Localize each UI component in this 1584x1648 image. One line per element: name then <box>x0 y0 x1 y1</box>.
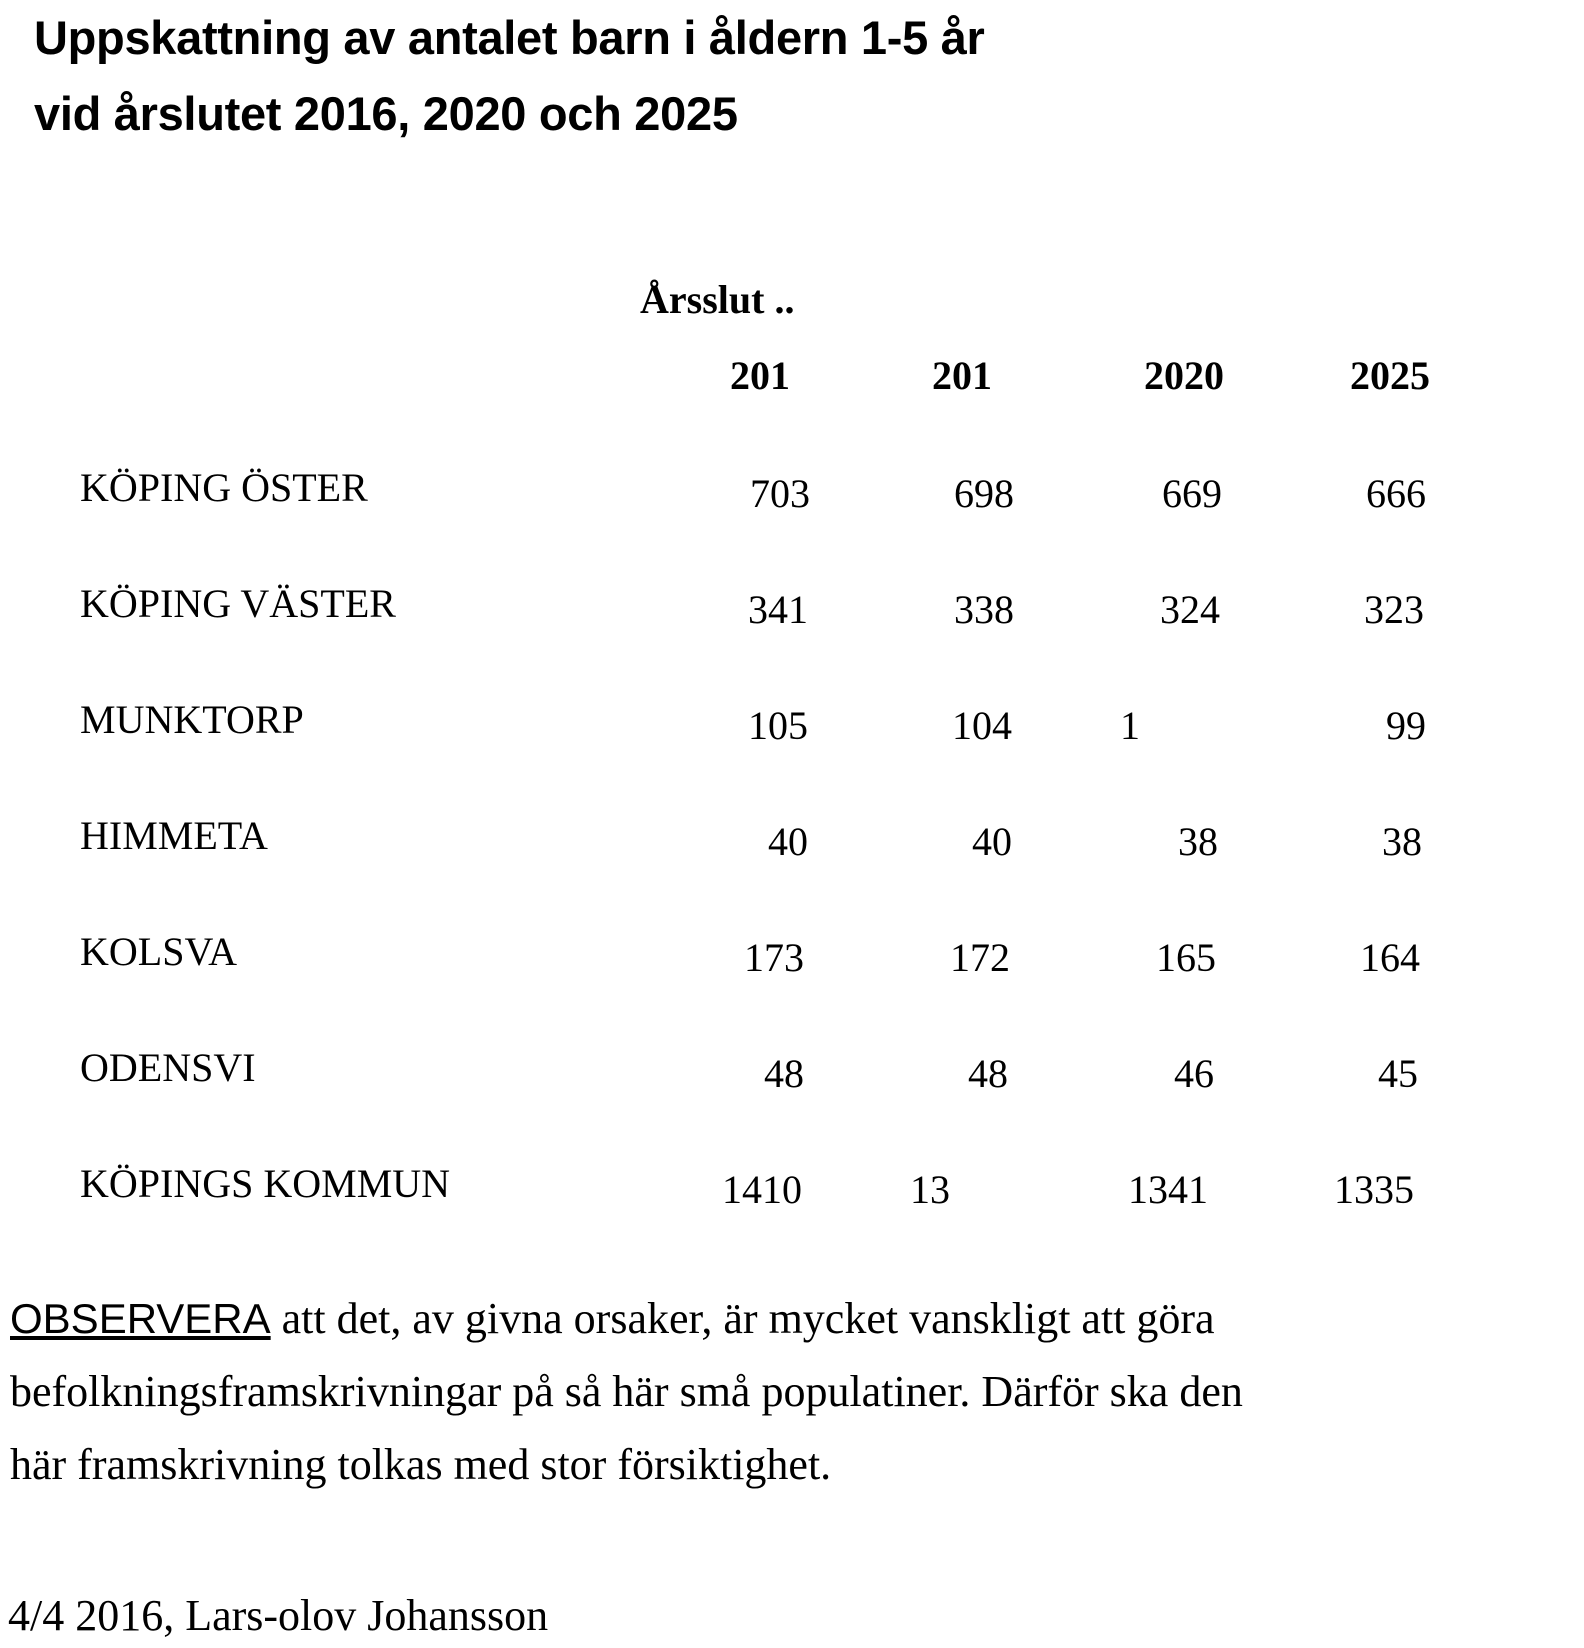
table-cell: 323 <box>1364 587 1424 632</box>
table-cell: 48 <box>764 1051 804 1096</box>
table-cell: 105 <box>748 703 808 748</box>
table-cell: 104 <box>952 703 1012 748</box>
signature-line: 4/4 2016, Lars-olov Johansson <box>8 1591 549 1640</box>
column-header-2: 201 <box>932 353 992 398</box>
document-title <box>34 0 985 152</box>
table-cell: 338 <box>954 587 1014 632</box>
table-cell: 172 <box>950 935 1010 980</box>
title-line-2: vid årslutet 2016, 2020 och 2025 <box>34 87 738 140</box>
table-cell: 703 <box>750 471 810 516</box>
row-label-munktorp: MUNKTORP <box>80 697 304 742</box>
column-header-4: 2025 <box>1350 353 1430 398</box>
row-label-kopingoster: KÖPING ÖSTER <box>80 465 368 510</box>
row-label-kolsva: KOLSVA <box>80 929 238 974</box>
table-cell: 99 <box>1386 703 1426 748</box>
column-header-1: 201 <box>730 353 790 398</box>
table-cell: 341 <box>748 587 808 632</box>
table-cell: 13 <box>910 1167 950 1212</box>
column-header-3: 2020 <box>1144 353 1224 398</box>
observera-keyword: OBSERVERA <box>10 1295 271 1342</box>
table-cell: 669 <box>1162 471 1222 516</box>
table-cell: 1341 <box>1128 1167 1208 1212</box>
table-cell: 40 <box>768 819 808 864</box>
table-cell: 48 <box>968 1051 1008 1096</box>
disclaimer-line-2: befolkningsframskrivningar på så här små populatiner. Därför ska den <box>10 1367 1243 1416</box>
table-cell: 1 <box>1120 703 1140 748</box>
table-cell: 38 <box>1178 819 1218 864</box>
row-label-kopingvaster: KÖPING VÄSTER <box>80 581 396 626</box>
table-cell: 324 <box>1160 587 1220 632</box>
table-cell: 40 <box>972 819 1012 864</box>
disclaimer-note <box>10 1282 1584 1501</box>
row-label-kopingskommun: KÖPINGS KOMMUN <box>80 1161 451 1206</box>
table-cell: 165 <box>1156 935 1216 980</box>
table-cell: 173 <box>744 935 804 980</box>
table-group-header: Årsslut .. <box>640 277 795 322</box>
table-cell: 1410 <box>722 1167 802 1212</box>
disclaimer-line-1 <box>10 1282 1584 1355</box>
table-cell: 666 <box>1366 471 1426 516</box>
table-cell: 46 <box>1174 1051 1214 1096</box>
row-label-himmeta: HIMMETA <box>80 813 268 858</box>
disclaimer-line-3: här framskrivning tolkas med stor försiktighet. <box>10 1440 832 1489</box>
table-cell: 164 <box>1360 935 1420 980</box>
row-label-odensvi: ODENSVI <box>80 1045 256 1090</box>
table-cell: 698 <box>954 471 1014 516</box>
table-cell: 45 <box>1378 1051 1418 1096</box>
table-cell: 38 <box>1382 819 1422 864</box>
title-line-1: Uppskattning av antalet barn i åldern 1-5 år <box>34 11 985 64</box>
table-cell: 1335 <box>1334 1167 1414 1212</box>
disclaimer-text-1: att det, av givna orsaker, är mycket vanskligt att göra <box>270 1294 1215 1343</box>
